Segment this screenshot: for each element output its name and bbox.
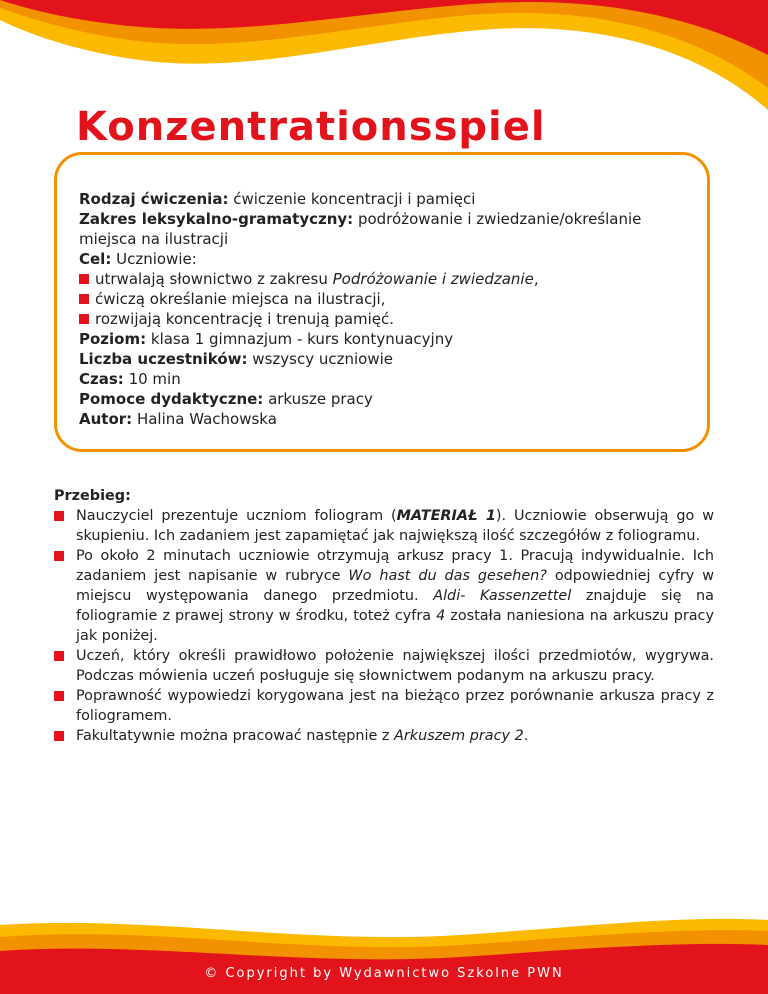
item-emphasis: MATERIAŁ 1 [396,508,496,524]
item-text: Nauczyciel prezentuje uczniom foliogram ( [76,508,397,524]
bullet-icon [79,274,89,284]
zakres-label: Zakres leksykalno-gramatyczny: [79,210,354,228]
bottom-wave-decoration [0,915,768,994]
liczba-value: wszyscy uczniowie [247,350,393,368]
copyright-footer: © Copyright by Wydawnictwo Szkolne PWN [204,966,564,981]
goal-item [79,289,691,309]
item-emphasis: 4 [436,608,446,624]
info-zakres [79,209,691,249]
poziom-label: Poziom: [79,330,147,348]
item-text: Po około 2 minutach uczniowie otrzymują arkusz pracy 1. Pracują indywidualnie. Ich zadaniem jest napisanie w rubryce [76,548,714,584]
goal-emphasis: Podróżowanie i zwiedzanie [332,270,534,288]
item-text: znajduje się na foliogramie z prawej strony w środku, toteż cyfra [76,588,714,624]
item-text: odpowiedniej cyfry w miejscu występowania danego przedmiotu. [76,568,714,604]
autor-label: Autor: [79,410,133,428]
czas-value: 10 min [123,370,181,388]
item-text: ). Uczniowie obserwują go w skupieniu. Ich zadaniem jest zapamiętać jak największą ilość szczegółów z foliogramu. [76,508,715,544]
info-czas [79,369,691,389]
czas-label: Czas: [79,370,124,388]
item-text: została naniesiona na arkuszu pracy jak poniżej. [76,608,714,644]
info-poziom [79,329,691,349]
item-emphasis: Wo hast du das gesehen? [348,568,547,584]
cel-value: Uczniowie: [111,250,197,268]
bullet-icon [79,314,89,324]
przebieg-heading: Przebieg: [54,488,131,504]
liczba-label: Liczba uczestników: [79,350,248,368]
cel-label: Cel: [79,250,112,268]
goal-text: utrwalają słownictwo z zakresu [95,270,333,288]
item-emphasis: Arkuszem pracy 2 [394,728,524,744]
item-emphasis: Aldi- Kassenzettel [433,588,572,604]
poziom-value: klasa 1 gimnazjum - kurs kontynuacyjny [146,330,454,348]
goal-item [79,269,691,289]
rodzaj-value: ćwiczenie koncentracji i pamięci [228,190,476,208]
info-content [79,189,691,429]
page-title: Konzentrationsspiel [76,104,546,150]
przebieg-list [54,506,714,746]
list-item [54,646,714,686]
info-pomoce [79,389,691,409]
list-item [54,506,714,546]
info-rodzaj [79,189,691,209]
goal-text: ćwiczą określanie miejsca na ilustracji, [95,290,386,308]
info-autor [79,409,691,429]
info-box [54,152,710,452]
goal-text: rozwijają koncentrację i trenują pamięć. [95,310,395,328]
zakres-value: podróżowanie i zwiedzanie/określanie miejsca na ilustracji [79,210,642,248]
pomoce-value: arkusze pracy [263,390,373,408]
item-text: . [523,728,529,744]
item-text: Poprawność wypowiedzi korygowana jest na bieżąco przez porównanie arkusza pracy z foliogramem. [76,688,714,724]
list-item [54,546,714,646]
item-text: Uczeń, który określi prawidłowo położenie największej ilości przedmiotów, wygrywa. Podczas mówienia uczeń posługuje się słownictwem podanym na arkuszu pracy. [76,648,714,684]
pomoce-label: Pomoce dydaktyczne: [79,390,264,408]
rodzaj-label: Rodzaj ćwiczenia: [79,190,229,208]
info-cel [79,249,691,269]
przebieg-section [54,486,714,746]
goal-item [79,309,691,329]
list-item [54,726,714,746]
info-liczba [79,349,691,369]
bullet-icon [79,294,89,304]
item-text: Fakultatywnie można pracować następnie z [76,728,395,744]
autor-value: Halina Wachowska [132,410,277,428]
list-item [54,686,714,726]
goal-text-end: , [533,270,539,288]
